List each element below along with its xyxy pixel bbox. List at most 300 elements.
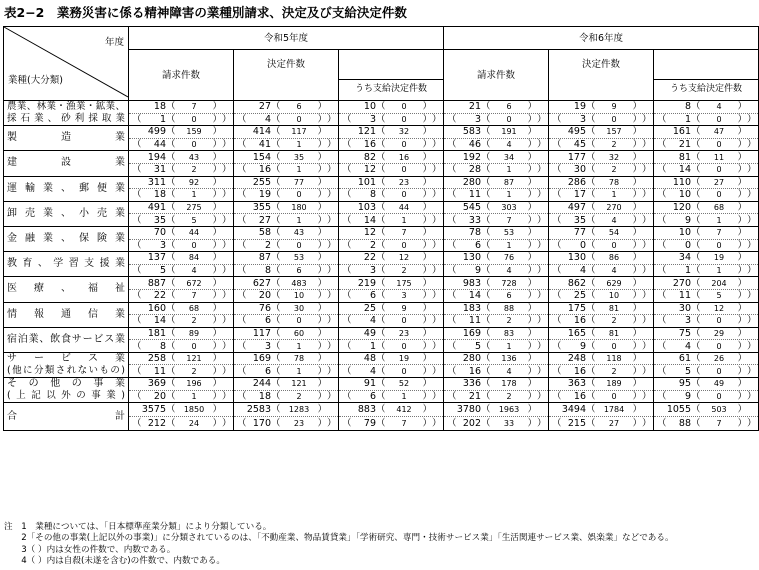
value-cell: 49 （ 23 ） [339,327,444,340]
count-value: 22 [363,252,376,264]
sub-count-value: 0 [611,391,617,401]
col-claims-r5: 請求件数 [129,50,234,101]
value-cell: 336 （ 178 ） [444,378,549,391]
count-value: 16 [468,365,481,377]
count-value: 61 [678,353,691,365]
sub-count-value: 6 [296,266,302,276]
sub-count-value: 0 [401,190,407,200]
count-value: 19 [573,101,586,113]
value-cell: 2583 （ 1283 ） [234,403,339,417]
col-blank-r5 [339,50,444,80]
value-cell: 95 （ 49 ） [654,378,759,391]
value-cell: 175 （ 81 ） [549,302,654,315]
sub-count-value: 86 [608,253,620,263]
value-cell: 280 （ 136 ） [444,352,549,365]
count-value: 6 [264,315,271,327]
sub-count-value: 204 [711,278,727,288]
count-value: 77 [573,227,586,239]
value-cell: 130 （ 86 ） [549,252,654,265]
value-cell: 255 （ 77 ） [234,176,339,189]
sub-count-value: 83 [503,328,515,338]
sub-count-value: 4 [506,266,512,276]
count-value: 11 [153,365,166,377]
sub-count-value: 0 [401,140,407,150]
count-value: 545 [462,202,481,214]
count-value: 82 [363,151,376,163]
count-value: 16 [258,164,271,176]
count-value: 3780 [456,404,481,416]
value-cell: 75 （ 29 ） [654,327,759,340]
count-value: 34 [678,252,691,264]
value-cell: 363 （ 189 ） [549,378,654,391]
value-cell: 48 （ 19 ） [339,352,444,365]
sub-count-value: 23 [293,419,305,429]
count-value: 219 [357,277,376,289]
value-cell: （ 14 （ 2 ） ） [129,315,234,328]
count-value: 4 [264,113,271,125]
category-label: 合計 [7,410,125,422]
value-cell: （ 44 （ 0 ） ） [129,138,234,151]
value-cell: 101 （ 23 ） [339,176,444,189]
count-value: 49 [363,327,376,339]
count-value: 28 [468,164,481,176]
count-value: 169 [462,327,481,339]
count-value: 1 [684,265,691,277]
value-cell: （ 11 （ 2 ） ） [129,365,234,378]
sub-count-value: 0 [296,190,302,200]
sub-count-value: 0 [611,114,617,124]
value-cell: （ 212 （ 24 ） ） [129,417,234,431]
count-value: 9 [684,390,691,402]
count-value: 10 [678,189,691,201]
count-value: 70 [153,227,166,239]
sub-count-value: 10 [608,291,620,301]
value-cell: （ 9 （ 1 ） ） [654,214,759,227]
count-value: 87 [258,252,271,264]
value-cell: 77 （ 54 ） [549,226,654,239]
sub-count-value: 47 [713,127,725,137]
count-value: 244 [252,378,271,390]
count-value: 6 [369,390,376,402]
value-cell: （ 16 （ 0 ） ） [339,138,444,151]
value-cell: （ 1 （ 0 ） ） [654,113,759,126]
value-cell: 495 （ 157 ） [549,126,654,139]
value-cell: 3575 （ 1850 ） [129,403,234,417]
footnotes [4,522,674,568]
value-cell: 117 （ 60 ） [234,327,339,340]
count-value: 18 [258,390,271,402]
value-cell: （ 41 （ 1 ） ） [234,138,339,151]
sub-count-value: 0 [506,114,512,124]
sub-count-value: 34 [503,152,515,162]
table-row [4,302,759,315]
count-value: 14 [468,290,481,302]
count-value: 154 [252,151,271,163]
table-row [4,252,759,265]
value-cell: 491 （ 275 ） [129,201,234,214]
sub-count-value: 19 [398,354,410,364]
sub-count-value: 1 [401,391,407,401]
sub-count-value: 3 [401,291,407,301]
count-value: 35 [153,214,166,226]
count-value: 79 [363,418,376,430]
value-cell: （ 9 （ 0 ） ） [549,340,654,353]
sub-count-value: 76 [503,253,515,263]
count-value: 4 [579,265,586,277]
sub-count-value: 77 [293,177,305,187]
count-value: 10 [678,227,691,239]
value-cell: 12 （ 7 ） [339,226,444,239]
category-label: 金融業、保険業 [7,233,125,245]
count-value: 117 [252,327,271,339]
sub-count-value: 0 [716,391,722,401]
count-value: 45 [573,139,586,151]
count-value: 4 [369,365,376,377]
value-cell: （ 6 （ 1 ） ） [444,239,549,252]
sub-count-value: 0 [716,366,722,376]
sub-count-value: 1 [191,190,197,200]
count-value: 2 [264,239,271,251]
sub-count-value: 121 [291,379,307,389]
count-value: 170 [252,418,271,430]
year-header-r6: 令和6年度 [444,27,759,50]
sub-count-value: 1 [611,190,617,200]
table-row [4,176,759,189]
value-cell: （ 25 （ 10 ） ） [549,289,654,302]
value-cell: （ 0 （ 0 ） ） [549,239,654,252]
sub-count-value: 10 [293,291,305,301]
value-cell: 286 （ 78 ） [549,176,654,189]
sub-count-value: 117 [291,127,307,137]
value-cell: （ 11 （ 1 ） ） [444,189,549,202]
sub-count-value: 44 [188,228,200,238]
header-corner-cell [4,27,129,101]
category-label: 卸売業、小売業 [7,207,125,219]
category-name [4,126,129,151]
sub-count-value: 49 [713,379,725,389]
table-title: 表2−2 業務災害に係る精神障害の業種別請求、決定及び支給決定件数 [4,5,407,20]
count-value: 76 [258,302,271,314]
count-value: 583 [462,126,481,138]
value-cell: （ 21 （ 2 ） ） [444,390,549,403]
count-value: 181 [147,327,166,339]
sub-count-value: 52 [398,379,410,389]
sub-count-value: 2 [506,316,512,326]
count-value: 336 [462,378,481,390]
note-line: 注 1 業種については、「日本標準産業分類」により分類している。 [4,522,272,532]
sub-count-value: 189 [606,379,622,389]
value-cell: 248 （ 118 ） [549,352,654,365]
sub-count-value: 27 [713,177,725,187]
sub-count-value: 87 [503,177,515,187]
value-cell: 22 （ 12 ） [339,252,444,265]
count-value: 31 [153,164,166,176]
sub-count-value: 12 [398,253,410,263]
sub-count-value: 0 [716,190,722,200]
value-cell: 369 （ 196 ） [129,378,234,391]
count-value: 165 [567,327,586,339]
sub-count-value: 196 [186,379,202,389]
sub-count-value: 43 [188,152,200,162]
count-value: 887 [147,277,166,289]
sub-count-value: 68 [188,303,200,313]
sub-count-value: 7 [401,228,407,238]
value-cell: （ 3 （ 2 ） ） [339,264,444,277]
sub-count-value: 33 [503,419,515,429]
sub-count-value: 0 [191,240,197,250]
count-value: 3 [369,113,376,125]
value-cell: 165 （ 81 ） [549,327,654,340]
value-cell: 192 （ 34 ） [444,151,549,164]
category-note: (上記以外の事業) [7,390,125,402]
value-cell: （ 5 （ 1 ） ） [444,340,549,353]
col-approved-r5: うち支給決定件数 [339,79,444,100]
value-cell: （ 30 （ 2 ） ） [549,163,654,176]
sub-count-value: 1 [401,215,407,225]
value-cell: 1055 （ 503 ） [654,403,759,417]
count-value: 27 [258,214,271,226]
sub-count-value: 0 [401,240,407,250]
count-value: 183 [462,302,481,314]
sub-count-value: 92 [188,177,200,187]
count-value: 491 [147,202,166,214]
count-value: 101 [357,176,376,188]
value-cell: （ 35 （ 4 ） ） [549,214,654,227]
sub-count-value: 6 [506,291,512,301]
sub-count-value: 23 [398,177,410,187]
count-value: 137 [147,252,166,264]
value-cell: 81 （ 11 ） [654,151,759,164]
sub-count-value: 81 [608,328,620,338]
sub-count-value: 503 [711,405,727,415]
value-cell: （ 11 （ 5 ） ） [654,289,759,302]
value-cell: （ 4 （ 0 ） ） [654,340,759,353]
sub-count-value: 0 [716,114,722,124]
sub-count-value: 24 [188,419,200,429]
value-cell: 19 （ 9 ） [549,101,654,114]
count-value: 212 [147,418,166,430]
value-cell: （ 0 （ 0 ） ） [654,239,759,252]
sub-count-value: 0 [716,240,722,250]
value-cell: 154 （ 35 ） [234,151,339,164]
value-cell: 258 （ 121 ） [129,352,234,365]
value-cell: 34 （ 19 ） [654,252,759,265]
value-cell: 169 （ 78 ） [234,352,339,365]
category-label: 運輸業、郵便業 [7,182,125,194]
count-value: 2583 [246,404,271,416]
col-blank2-r6 [549,79,654,100]
sub-count-value: 0 [191,114,197,124]
count-value: 14 [153,315,166,327]
value-cell: 497 （ 270 ） [549,201,654,214]
sub-count-value: 32 [608,152,620,162]
count-value: 883 [357,404,376,416]
value-cell: （ 46 （ 4 ） ） [444,138,549,151]
count-value: 627 [252,277,271,289]
value-cell: 183 （ 88 ） [444,302,549,315]
note-line: 2「その他の事業(上記以外の事業)」に分類されているのは、「不動産業、物品賃貸業」「学術研究、専門・技術サービス業」「生活関連サービス業、娯楽業」などである。 [4,533,674,544]
sub-count-value: 1 [506,341,512,351]
sub-count-value: 1283 [288,405,310,415]
count-value: 58 [258,227,271,239]
category-label: 医療、福祉 [7,283,125,295]
value-cell: 27 （ 6 ） [234,101,339,114]
sub-count-value: 0 [191,341,197,351]
sub-count-value: 0 [296,316,302,326]
table-row [4,226,759,239]
count-value: 88 [678,418,691,430]
count-value: 16 [573,390,586,402]
sub-count-value: 78 [608,177,620,187]
count-value: 255 [252,176,271,188]
count-value: 3494 [561,404,586,416]
sub-count-value: 672 [186,278,202,288]
sub-count-value: 0 [401,165,407,175]
sub-count-value: 88 [503,303,515,313]
value-cell: （ 8 （ 0 ） ） [339,189,444,202]
value-cell: （ 5 （ 4 ） ） [129,264,234,277]
statistics-table [3,26,759,431]
value-cell: 103 （ 44 ） [339,201,444,214]
sub-count-value: 157 [606,127,622,137]
count-value: 22 [153,290,166,302]
sub-count-value: 2 [506,391,512,401]
count-value: 81 [678,151,691,163]
count-value: 202 [462,418,481,430]
value-cell: （ 10 （ 0 ） ） [654,189,759,202]
sub-count-value: 136 [501,354,517,364]
sub-count-value: 270 [606,203,622,213]
count-value: 311 [147,176,166,188]
value-cell: （ 14 （ 1 ） ） [339,214,444,227]
value-cell: （ 16 （ 1 ） ） [234,163,339,176]
sub-count-value: 303 [501,203,517,213]
value-cell: （ 88 （ 7 ） ） [654,417,759,431]
count-value: 14 [678,164,691,176]
category-name [4,101,129,126]
sub-count-value: 0 [716,316,722,326]
sub-count-value: 0 [296,240,302,250]
count-value: 16 [573,315,586,327]
sub-count-value: 275 [186,203,202,213]
count-value: 175 [567,302,586,314]
sub-count-value: 7 [191,102,197,112]
value-cell: 130 （ 76 ） [444,252,549,265]
count-value: 5 [474,340,481,352]
count-value: 8 [159,340,166,352]
count-value: 3 [264,340,271,352]
value-cell: （ 31 （ 2 ） ） [129,163,234,176]
sub-count-value: 1 [716,266,722,276]
sub-count-value: 0 [401,114,407,124]
count-value: 95 [678,378,691,390]
sub-count-value: 2 [611,366,617,376]
count-value: 1055 [666,404,691,416]
category-label: 農業、林業・漁業・鉱業、採石業、砂利採取業 [7,101,125,125]
note-line: 3（ ）内は女性の件数で、内数である。 [4,544,176,555]
value-cell: （ 3 （ 0 ） ） [654,315,759,328]
value-cell: （ 11 （ 2 ） ） [444,315,549,328]
sub-count-value: 1 [296,341,302,351]
count-value: 8 [369,189,376,201]
value-cell: 355 （ 180 ） [234,201,339,214]
count-value: 369 [147,378,166,390]
col-approved-r6: うち支給決定件数 [654,79,759,100]
sub-count-value: 84 [188,253,200,263]
value-cell: （ 12 （ 0 ） ） [339,163,444,176]
value-cell: 545 （ 303 ） [444,201,549,214]
count-value: 44 [153,139,166,151]
sub-count-value: 16 [398,152,410,162]
value-cell: 887 （ 672 ） [129,277,234,290]
value-cell: （ 20 （ 10 ） ） [234,289,339,302]
count-value: 1 [684,113,691,125]
value-cell: （ 215 （ 27 ） ） [549,417,654,431]
sub-count-value: 1 [506,165,512,175]
sub-count-value: 0 [716,341,722,351]
value-cell: 499 （ 159 ） [129,126,234,139]
category-label: その他の事業 [7,378,125,390]
category-name [4,201,129,226]
count-value: 169 [252,353,271,365]
value-cell: 10 （ 0 ） [339,101,444,114]
sub-count-value: 412 [396,405,412,415]
value-cell: 883 （ 412 ） [339,403,444,417]
sub-count-value: 0 [191,140,197,150]
count-value: 497 [567,202,586,214]
value-cell: （ 22 （ 7 ） ） [129,289,234,302]
sub-count-value: 2 [611,316,617,326]
sub-count-value: 180 [291,203,307,213]
category-note: (他に分類されないもの) [7,364,125,376]
value-cell: （ 19 （ 0 ） ） [234,189,339,202]
count-value: 4 [369,315,376,327]
value-cell: 3780 （ 1963 ） [444,403,549,417]
sub-count-value: 30 [293,303,305,313]
count-value: 20 [153,390,166,402]
category-name [4,277,129,302]
value-cell: 194 （ 43 ） [129,151,234,164]
count-value: 10 [363,101,376,113]
table-row [4,352,759,365]
count-value: 33 [468,214,481,226]
count-value: 9 [474,265,481,277]
value-cell: （ 6 （ 0 ） ） [234,315,339,328]
value-cell: （ 3 （ 0 ） ） [444,113,549,126]
count-value: 258 [147,353,166,365]
sub-count-value: 35 [293,152,305,162]
count-value: 160 [147,302,166,314]
sub-count-value: 159 [186,127,202,137]
count-value: 2 [369,239,376,251]
count-value: 16 [573,365,586,377]
category-label: 情報通信業 [7,308,125,320]
value-cell: 177 （ 32 ） [549,151,654,164]
value-cell: （ 4 （ 0 ） ） [234,113,339,126]
value-cell: 10 （ 7 ） [654,226,759,239]
count-value: 120 [672,202,691,214]
value-cell: 181 （ 89 ） [129,327,234,340]
count-value: 248 [567,353,586,365]
sub-count-value: 2 [611,165,617,175]
sub-count-value: 53 [293,253,305,263]
count-value: 30 [678,302,691,314]
count-value: 1 [369,340,376,352]
value-cell: （ 1 （ 0 ） ） [129,113,234,126]
count-value: 280 [462,353,481,365]
category-label: 宿泊業、飲食サービス業 [7,333,125,345]
value-cell: （ 16 （ 4 ） ） [444,365,549,378]
